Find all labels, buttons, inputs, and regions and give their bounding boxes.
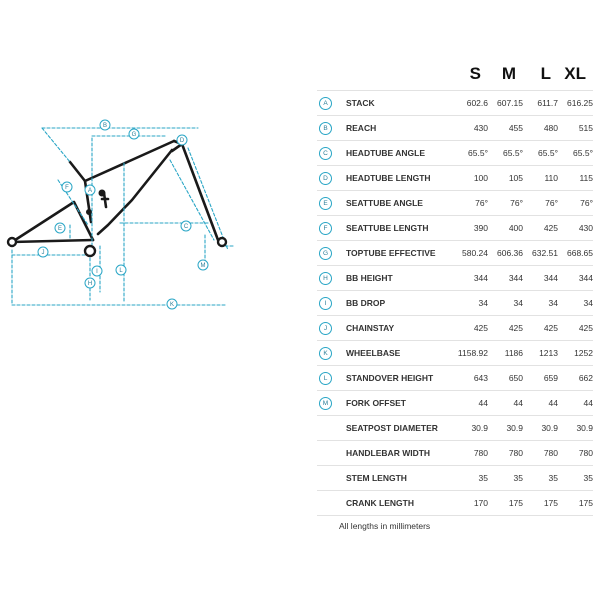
value-cell: 44 bbox=[488, 391, 523, 416]
diagram-letter-j: J bbox=[41, 250, 45, 257]
value-cell: 44 bbox=[523, 391, 558, 416]
dimension-badge: L bbox=[319, 372, 332, 385]
badge-cell bbox=[317, 191, 346, 216]
value-cell: 76° bbox=[453, 191, 488, 216]
badge-cell bbox=[317, 341, 346, 366]
badge-cell bbox=[317, 266, 346, 291]
value-cell: 76° bbox=[488, 191, 523, 216]
dimension-badge: C bbox=[319, 147, 332, 160]
badge-cell bbox=[317, 491, 346, 516]
value-cell: 607.15 bbox=[488, 91, 523, 116]
table-row bbox=[317, 391, 593, 416]
value-cell: 780 bbox=[523, 441, 558, 466]
value-cell: 430 bbox=[453, 116, 488, 141]
diagram-letter-d: D bbox=[179, 138, 185, 145]
diagram-letter-g: G bbox=[131, 132, 137, 139]
row-label: SEATTUBE LENGTH bbox=[346, 216, 453, 241]
value-cell: 643 bbox=[453, 366, 488, 391]
bike-geometry-diagram bbox=[0, 95, 240, 325]
badge-cell bbox=[317, 216, 346, 241]
badge-cell bbox=[317, 166, 346, 191]
dimension-badge: H bbox=[319, 272, 332, 285]
row-label: SEATTUBE ANGLE bbox=[346, 191, 453, 216]
value-cell: 170 bbox=[453, 491, 488, 516]
value-cell: 780 bbox=[453, 441, 488, 466]
table-row bbox=[317, 166, 593, 191]
table-row bbox=[317, 441, 593, 466]
value-cell: 425 bbox=[523, 316, 558, 341]
value-cell: 30.9 bbox=[523, 416, 558, 441]
badge-cell bbox=[317, 116, 346, 141]
row-label: STANDOVER HEIGHT bbox=[346, 366, 453, 391]
diagram-letter-a: A bbox=[87, 188, 93, 195]
table-row bbox=[317, 141, 593, 166]
row-label: REACH bbox=[346, 116, 453, 141]
badge-cell bbox=[317, 241, 346, 266]
dimension-badge: F bbox=[319, 222, 332, 235]
value-cell: 662 bbox=[558, 366, 593, 391]
table-row bbox=[317, 416, 593, 441]
table-row bbox=[317, 341, 593, 366]
diagram-letter-f: F bbox=[65, 185, 69, 192]
diagram-letter-m: M bbox=[200, 263, 206, 270]
row-label: HEADTUBE LENGTH bbox=[346, 166, 453, 191]
diagram-letter-c: C bbox=[183, 224, 189, 231]
table-row bbox=[317, 366, 593, 391]
value-cell: 35 bbox=[558, 466, 593, 491]
value-cell: 30.9 bbox=[558, 416, 593, 441]
row-label: BB HEIGHT bbox=[346, 266, 453, 291]
diagram-letter-k: K bbox=[169, 302, 175, 309]
dimension-badge: J bbox=[319, 322, 332, 335]
value-cell: 105 bbox=[488, 166, 523, 191]
value-cell: 76° bbox=[558, 191, 593, 216]
row-label: CRANK LENGTH bbox=[346, 491, 453, 516]
header-spacer-badge bbox=[317, 58, 346, 91]
size-header-s: S bbox=[469, 64, 481, 83]
value-cell: 668.65 bbox=[558, 241, 593, 266]
table-row bbox=[317, 191, 593, 216]
footnote: All lengths in millimeters bbox=[339, 521, 431, 531]
row-label: FORK OFFSET bbox=[346, 391, 453, 416]
value-cell: 344 bbox=[523, 266, 558, 291]
value-cell: 76° bbox=[523, 191, 558, 216]
dimension-lines bbox=[12, 128, 235, 305]
value-cell: 34 bbox=[453, 291, 488, 316]
value-cell: 34 bbox=[488, 291, 523, 316]
value-cell: 425 bbox=[523, 216, 558, 241]
row-label: CHAINSTAY bbox=[346, 316, 453, 341]
dimension-badge: A bbox=[319, 97, 332, 110]
dimension-badge: K bbox=[319, 347, 332, 360]
value-cell: 400 bbox=[488, 216, 523, 241]
geometry-table bbox=[317, 58, 593, 516]
value-cell: 44 bbox=[453, 391, 488, 416]
table-row bbox=[317, 266, 593, 291]
size-header-l: L bbox=[540, 64, 551, 83]
value-cell: 65.5° bbox=[558, 141, 593, 166]
table-row bbox=[317, 466, 593, 491]
badge-cell bbox=[317, 391, 346, 416]
size-header-row bbox=[317, 58, 593, 91]
diagram-letter-i: I bbox=[96, 269, 98, 276]
value-cell: 30.9 bbox=[488, 416, 523, 441]
table-row bbox=[317, 291, 593, 316]
diagram-letter-h: H bbox=[87, 281, 93, 288]
value-cell: 1213 bbox=[523, 341, 558, 366]
value-cell: 430 bbox=[558, 216, 593, 241]
value-cell: 1158.92 bbox=[453, 341, 488, 366]
badge-cell bbox=[317, 291, 346, 316]
badge-cell bbox=[317, 316, 346, 341]
value-cell: 44 bbox=[558, 391, 593, 416]
dimension-badge: G bbox=[319, 247, 332, 260]
value-cell: 35 bbox=[453, 466, 488, 491]
value-cell: 480 bbox=[523, 116, 558, 141]
value-cell: 1186 bbox=[488, 341, 523, 366]
value-cell: 35 bbox=[488, 466, 523, 491]
value-cell: 455 bbox=[488, 116, 523, 141]
table-row bbox=[317, 91, 593, 116]
value-cell: 616.25 bbox=[558, 91, 593, 116]
value-cell: 100 bbox=[453, 166, 488, 191]
badge-cell bbox=[317, 441, 346, 466]
value-cell: 425 bbox=[558, 316, 593, 341]
size-header-m: M bbox=[501, 64, 516, 83]
value-cell: 425 bbox=[453, 316, 488, 341]
value-cell: 34 bbox=[523, 291, 558, 316]
badge-cell bbox=[317, 141, 346, 166]
value-cell: 344 bbox=[453, 266, 488, 291]
table-row bbox=[317, 241, 593, 266]
table-row bbox=[317, 491, 593, 516]
value-cell: 34 bbox=[558, 291, 593, 316]
dimension-badge: I bbox=[319, 297, 332, 310]
value-cell: 344 bbox=[488, 266, 523, 291]
value-cell: 110 bbox=[523, 166, 558, 191]
diagram-letter-l: L bbox=[119, 268, 123, 275]
badge-cell bbox=[317, 366, 346, 391]
row-label: SEATPOST DIAMETER bbox=[346, 416, 453, 441]
table-row bbox=[317, 316, 593, 341]
value-cell: 344 bbox=[558, 266, 593, 291]
row-label: HANDLEBAR WIDTH bbox=[346, 441, 453, 466]
dimension-badge: M bbox=[319, 397, 332, 410]
value-cell: 115 bbox=[558, 166, 593, 191]
dimension-badge: D bbox=[319, 172, 332, 185]
value-cell: 65.5° bbox=[453, 141, 488, 166]
header-spacer-label bbox=[346, 58, 453, 91]
row-label: TOPTUBE EFFECTIVE bbox=[346, 241, 453, 266]
value-cell: 632.51 bbox=[523, 241, 558, 266]
value-cell: 580.24 bbox=[453, 241, 488, 266]
dimension-badge: B bbox=[319, 122, 332, 135]
value-cell: 65.5° bbox=[488, 141, 523, 166]
value-cell: 35 bbox=[523, 466, 558, 491]
diagram-letter-b: B bbox=[102, 123, 108, 130]
row-label: STEM LENGTH bbox=[346, 466, 453, 491]
value-cell: 606.36 bbox=[488, 241, 523, 266]
value-cell: 780 bbox=[488, 441, 523, 466]
row-label: STACK bbox=[346, 91, 453, 116]
row-label: BB DROP bbox=[346, 291, 453, 316]
value-cell: 425 bbox=[488, 316, 523, 341]
value-cell: 175 bbox=[488, 491, 523, 516]
badge-cell bbox=[317, 416, 346, 441]
value-cell: 602.6 bbox=[453, 91, 488, 116]
table-row bbox=[317, 216, 593, 241]
row-label: WHEELBASE bbox=[346, 341, 453, 366]
value-cell: 390 bbox=[453, 216, 488, 241]
value-cell: 780 bbox=[558, 441, 593, 466]
value-cell: 65.5° bbox=[523, 141, 558, 166]
badge-cell bbox=[317, 91, 346, 116]
value-cell: 175 bbox=[523, 491, 558, 516]
diagram-letter-e: E bbox=[57, 226, 63, 233]
value-cell: 515 bbox=[558, 116, 593, 141]
size-header-xl: XL bbox=[564, 64, 586, 83]
value-cell: 1252 bbox=[558, 341, 593, 366]
row-label: HEADTUBE ANGLE bbox=[346, 141, 453, 166]
dimension-badge: E bbox=[319, 197, 332, 210]
badge-cell bbox=[317, 466, 346, 491]
value-cell: 30.9 bbox=[453, 416, 488, 441]
value-cell: 611.7 bbox=[523, 91, 558, 116]
table-row bbox=[317, 116, 593, 141]
value-cell: 175 bbox=[558, 491, 593, 516]
value-cell: 650 bbox=[488, 366, 523, 391]
value-cell: 659 bbox=[523, 366, 558, 391]
